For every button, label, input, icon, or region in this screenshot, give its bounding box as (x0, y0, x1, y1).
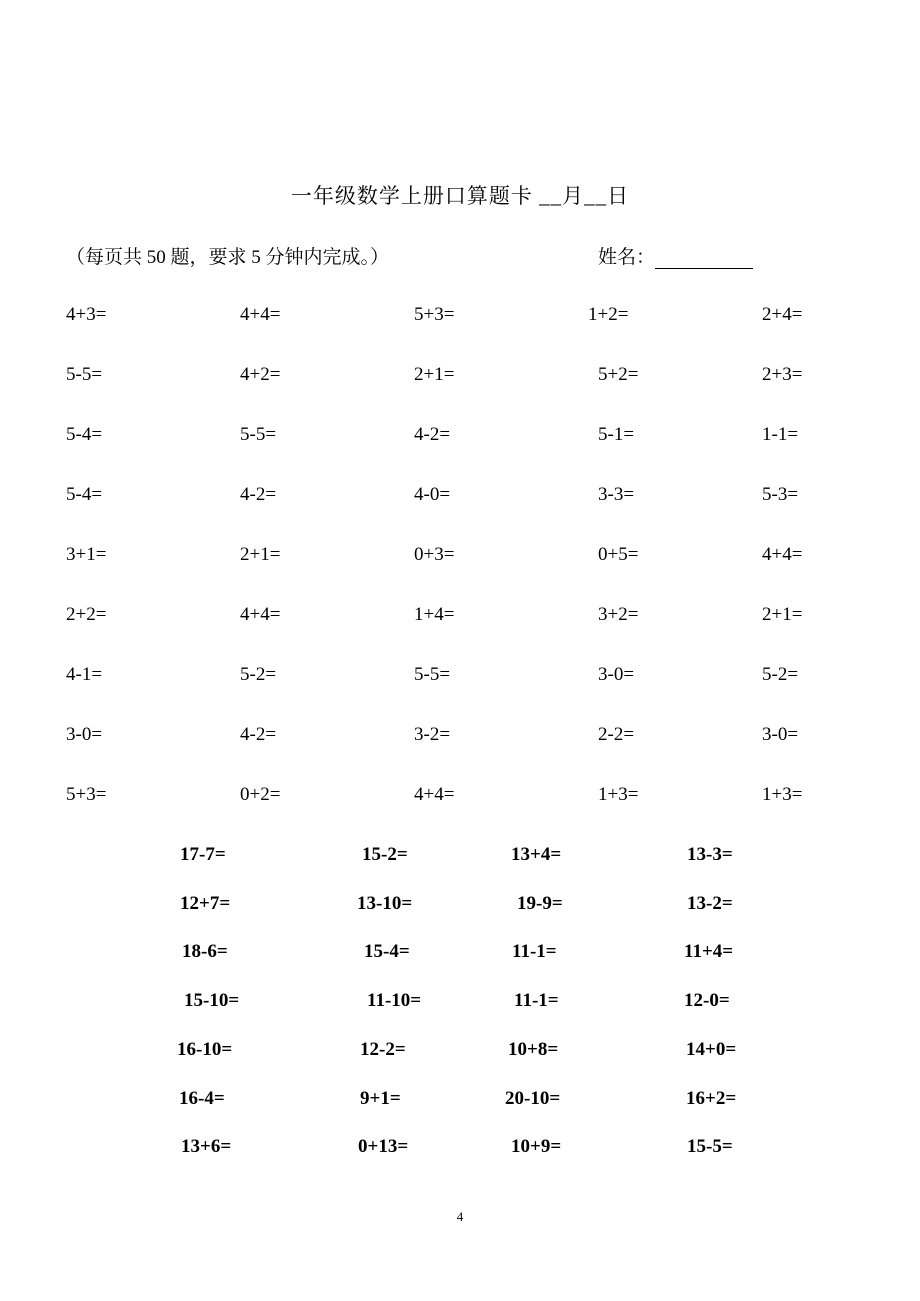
arithmetic-problem: 3+1= (66, 544, 107, 565)
arithmetic-problem: 13+6= (181, 1136, 232, 1158)
arithmetic-problem: 11-1= (512, 941, 557, 963)
problem-row (0, 1087, 920, 1111)
problem-row (0, 989, 920, 1013)
arithmetic-problem: 5-5= (240, 424, 277, 445)
arithmetic-problem: 13-2= (687, 892, 733, 914)
arithmetic-problem: 5-2= (762, 664, 799, 685)
arithmetic-problem: 16+2= (686, 1087, 737, 1109)
arithmetic-problem: 5-1= (598, 424, 635, 445)
arithmetic-problem: 4-2= (240, 484, 277, 505)
problem-row (0, 663, 920, 687)
arithmetic-problem: 12+7= (180, 892, 231, 914)
arithmetic-problem: 13-3= (687, 844, 733, 865)
arithmetic-problem: 1+2= (588, 304, 629, 325)
problem-row (0, 1135, 920, 1159)
arithmetic-problem: 0+13= (358, 1136, 409, 1158)
arithmetic-problem: 10+9= (511, 1136, 562, 1158)
instructions: （每页共 50 题，要求 5 分钟内完成。） (66, 247, 390, 268)
arithmetic-problem: 16-10= (177, 1038, 233, 1060)
arithmetic-problem: 19-9= (517, 892, 563, 914)
arithmetic-problem: 0+5= (598, 544, 639, 565)
name-blank-line (655, 246, 753, 269)
arithmetic-problem: 4-2= (414, 424, 451, 445)
arithmetic-problem: 1+3= (762, 784, 803, 805)
arithmetic-problem: 18-6= (182, 941, 228, 963)
arithmetic-problem: 1+3= (598, 784, 639, 805)
arithmetic-problem: 5-3= (762, 484, 799, 505)
arithmetic-problem: 4+4= (414, 784, 455, 805)
arithmetic-problem: 13+4= (511, 844, 562, 865)
arithmetic-problem: 3-0= (762, 724, 799, 745)
arithmetic-problem: 4-2= (240, 724, 277, 745)
arithmetic-problem: 10+8= (508, 1038, 559, 1060)
arithmetic-problem: 2+1= (414, 364, 455, 385)
arithmetic-problem: 15-5= (687, 1136, 733, 1158)
arithmetic-problem: 12-0= (684, 990, 730, 1012)
arithmetic-problem: 0+3= (414, 544, 455, 565)
problem-row (0, 303, 920, 327)
arithmetic-problem: 11-10= (367, 990, 422, 1012)
arithmetic-problem: 1+4= (414, 604, 455, 625)
arithmetic-problem: 4-1= (66, 664, 103, 685)
problem-row (0, 940, 920, 964)
arithmetic-problem: 4+2= (240, 364, 281, 385)
problem-row (0, 423, 920, 447)
arithmetic-problem: 15-4= (364, 941, 410, 963)
problem-row (0, 483, 920, 507)
name-label: 姓名： (598, 247, 656, 268)
arithmetic-problem: 12-2= (360, 1038, 406, 1060)
arithmetic-problem: 17-7= (180, 844, 226, 865)
arithmetic-problem: 15-2= (362, 844, 408, 865)
arithmetic-problem: 11+4= (684, 941, 734, 963)
arithmetic-problem: 15-10= (184, 990, 240, 1012)
arithmetic-problem: 4+3= (66, 304, 107, 325)
arithmetic-problem: 5-5= (414, 664, 451, 685)
problem-row (0, 543, 920, 567)
arithmetic-problem: 4+4= (240, 604, 281, 625)
arithmetic-problem: 2-2= (598, 724, 635, 745)
arithmetic-problem: 3+2= (598, 604, 639, 625)
arithmetic-problem: 9+1= (360, 1087, 401, 1109)
arithmetic-problem: 3-0= (598, 664, 635, 685)
problem-row (0, 892, 920, 916)
arithmetic-problem: 3-2= (414, 724, 451, 745)
problem-row (0, 363, 920, 387)
problem-row (0, 603, 920, 627)
name-field (598, 242, 753, 269)
arithmetic-problem: 5+2= (598, 364, 639, 385)
arithmetic-problem: 5+3= (414, 304, 455, 325)
page-number: 4 (456, 1209, 464, 1224)
arithmetic-problem: 2+1= (762, 604, 803, 625)
problem-row (0, 723, 920, 747)
arithmetic-problem: 2+4= (762, 304, 803, 325)
arithmetic-problem: 2+2= (66, 604, 107, 625)
arithmetic-problem: 5-4= (66, 424, 103, 445)
arithmetic-problem: 5-4= (66, 484, 103, 505)
arithmetic-problem: 20-10= (505, 1087, 561, 1109)
arithmetic-problem: 13-10= (357, 892, 413, 914)
arithmetic-problem: 4+4= (240, 304, 281, 325)
problem-row (0, 1038, 920, 1062)
arithmetic-problem: 5-5= (66, 364, 103, 385)
arithmetic-problem: 4+4= (762, 544, 803, 565)
arithmetic-problem: 2+1= (240, 544, 281, 565)
arithmetic-problem: 16-4= (179, 1087, 225, 1109)
arithmetic-problem: 3-3= (598, 484, 635, 505)
arithmetic-problem: 4-0= (414, 484, 451, 505)
arithmetic-problem: 11-1= (514, 990, 559, 1012)
arithmetic-problem: 3-0= (66, 724, 103, 745)
arithmetic-problem: 0+2= (240, 784, 281, 805)
arithmetic-problem: 2+3= (762, 364, 803, 385)
problem-row (0, 783, 920, 807)
arithmetic-problem: 14+0= (686, 1038, 737, 1060)
page-title: 一年级数学上册口算题卡 __月__日 (290, 184, 630, 208)
problem-row (0, 843, 920, 867)
arithmetic-problem: 1-1= (762, 424, 799, 445)
arithmetic-problem: 5+3= (66, 784, 107, 805)
arithmetic-problem: 5-2= (240, 664, 277, 685)
